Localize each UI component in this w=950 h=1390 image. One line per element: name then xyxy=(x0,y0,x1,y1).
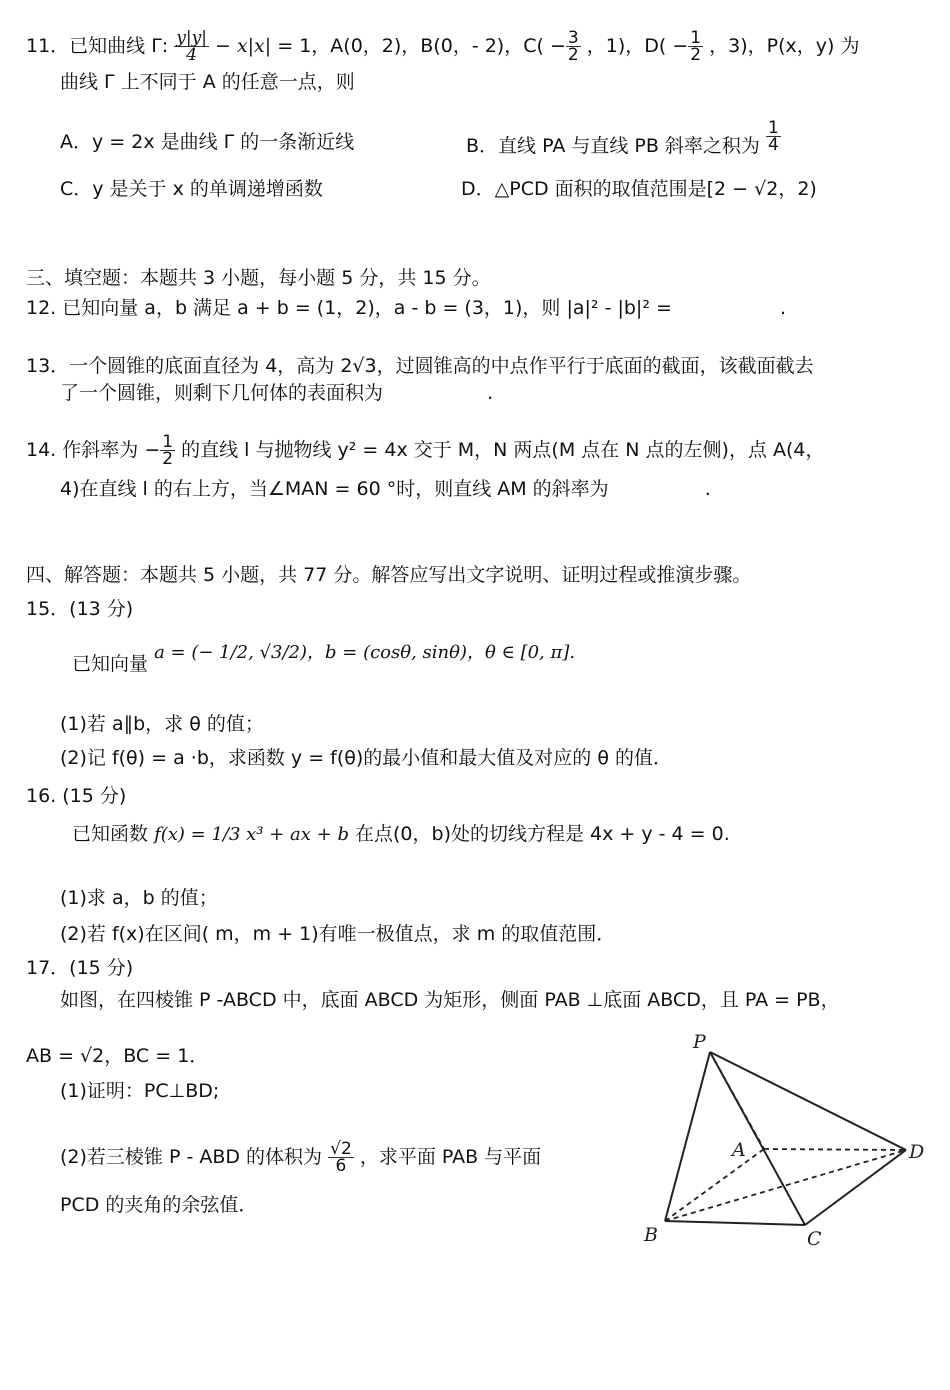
q11-d-den: 2 xyxy=(690,45,702,65)
q16-part1: (1)求 a，b 的值； xyxy=(60,887,218,909)
q16-given xyxy=(72,822,730,847)
label-b: B xyxy=(644,1224,658,1246)
q16-given-text: 已知函数 xyxy=(72,823,149,845)
edge-ad-hidden xyxy=(764,1149,906,1150)
q11-points-ab: = 1，A(0，2)，B(0，- 2)，C( xyxy=(277,35,544,57)
q11-option-b-den: 4 xyxy=(767,135,779,155)
q17-volume-num: √2 xyxy=(330,1139,352,1159)
diagonal-bd-hidden xyxy=(665,1150,906,1221)
q11-option-b-num: 1 xyxy=(767,118,779,138)
q17-part2 xyxy=(60,1135,541,1179)
q17-part1: (1)证明：PC⊥BD; xyxy=(60,1080,220,1102)
q14-text-end: 4)在直线 l 的右上方，当∠MAN = 60 °时，则直线 AM 的斜率为 xyxy=(60,478,609,500)
q15-part1: (1)若 a∥b，求 θ 的值； xyxy=(60,713,264,735)
q14-end: . xyxy=(704,478,711,500)
q15-heading: 15．(13 分) xyxy=(26,598,134,620)
q13-line2 xyxy=(60,381,493,405)
q17-part2-text: (2)若三棱锥 P - ABD 的体积为 xyxy=(60,1146,323,1168)
q11-c-den: 2 xyxy=(567,45,579,65)
q14-line2 xyxy=(60,477,711,501)
q11-frac-den: 4 xyxy=(186,45,198,65)
q11-frac-num: y|y| xyxy=(176,28,207,48)
q11-line2: 曲线 Γ 上不同于 A 的任意一点，则 xyxy=(60,71,355,93)
section3-title: 三、填空题：本题共 3 小题，每小题 5 分，共 15 分。 xyxy=(26,267,491,289)
q13-line1: 13．一个圆锥的底面直径为 4，高为 2√3，过圆锥高的中点作平行于底面的截面，该截面截去 xyxy=(26,355,814,377)
label-a: A xyxy=(732,1139,746,1161)
label-p: P xyxy=(693,1031,706,1053)
q15-vectors-formula: a = (− 1/2, √3/2)，b = (cosθ, sinθ)，θ ∈ [0, π]. xyxy=(154,642,576,663)
q11-c-num: 3 xyxy=(567,28,579,48)
q12-end: . xyxy=(780,297,787,319)
q16-tangent-text: 在点(0，b)处的切线方程是 4x + y - 4 = 0. xyxy=(355,823,730,845)
pyramid-figure xyxy=(640,1028,940,1250)
q11-stem-start: 11．已知曲线 Γ: xyxy=(26,35,169,57)
q11-xx-term: − x|x| xyxy=(214,35,272,57)
q12-text: 12. 已知向量 a，b 满足 a + b = (1，2)，a - b = (3，1)，则 |a|² - |b|² = xyxy=(26,297,672,319)
edge-bc xyxy=(665,1221,805,1225)
q11-option-b-text: B．直线 PA 与直线 PB 斜率之积为 xyxy=(466,135,760,157)
q17-part2-text-end: ，求平面 PAB 与平面 xyxy=(359,1146,542,1168)
q15-given-text: 已知向量 xyxy=(72,653,149,675)
q14-text-start: 14. 作斜率为 xyxy=(26,439,139,461)
q17-line2: AB = √2，BC = 1． xyxy=(26,1045,209,1067)
edge-cd xyxy=(805,1150,906,1225)
q16-function-formula: f(x) = 1/3 x³ + ax + b xyxy=(154,824,349,845)
q12-line xyxy=(26,296,786,320)
q11-d-num: 1 xyxy=(690,28,702,48)
q17-volume-fraction xyxy=(328,1141,354,1174)
label-d: D xyxy=(909,1141,925,1163)
q17-volume-den: 6 xyxy=(335,1156,347,1176)
q16-heading: 16. (15 分) xyxy=(26,785,127,807)
q13-text: 了一个圆锥，则剩下几何体的表面积为 xyxy=(60,382,384,404)
q17-part2-line2: PCD 的夹角的余弦值． xyxy=(60,1194,258,1216)
q11-point-p: ，3)，P(x，y) 为 xyxy=(709,35,860,57)
q17-heading: 17．(15 分) xyxy=(26,957,134,979)
q14-slope-den: 2 xyxy=(162,449,174,469)
label-c: C xyxy=(807,1228,822,1250)
edge-pd xyxy=(710,1052,906,1150)
q14-text-mid: 的直线 l 与抛物线 y² = 4x 交于 M，N 两点(M 点在 N 点的左侧)，点 A(4， xyxy=(181,439,825,461)
q11-d-fraction xyxy=(688,30,703,63)
q11-option-a: A．y = 2x 是曲线 Γ 的一条渐近线 xyxy=(60,131,355,153)
edge-pb xyxy=(665,1052,710,1221)
q14-slope-fraction xyxy=(160,434,175,467)
q11-option-b xyxy=(466,118,781,163)
q13-end: . xyxy=(487,382,494,404)
q11-c-fraction xyxy=(566,30,581,63)
edge-ba-hidden xyxy=(665,1149,764,1221)
q14-slope-num: 1 xyxy=(162,432,174,452)
q15-given xyxy=(72,642,576,677)
q11-point-d: ，1)，D( xyxy=(586,35,667,57)
q11-line1: 11．已知曲线 Γ: $\frac{y|y|}{4}$ − x|x| = 1，A(0，2)，B(0，- 2)，C( − $\frac{3}{2}$ ，1)，D( − $\frac{1}{2}$ ，3)，P(x，y) 为 xyxy=(26,28,860,65)
section4-title: 四、解答题：本题共 5 小题，共 77 分。解答应写出文字说明、证明过程或推演步骤。 xyxy=(26,564,752,586)
q15-part2: (2)记 f(θ) = a ·b，求函数 y = f(θ)的最小值和最大值及对应的 θ 的值． xyxy=(60,747,672,769)
q11-option-c: C．y 是关于 x 的单调递增函数 xyxy=(60,178,323,200)
q11-fraction-yy-4 xyxy=(174,30,209,63)
q11-option-d: D．△PCD 面积的取值范围是[2 − √2，2) xyxy=(461,178,817,200)
q16-part2: (2)若 f(x)在区间( m，m + 1)有唯一极值点，求 m 的取值范围． xyxy=(60,923,616,945)
q11-option-b-fraction xyxy=(766,120,781,153)
q17-line1: 如图，在四棱锥 P -ABCD 中，底面 ABCD 为矩形，侧面 PAB ⊥底面 ABCD，且 PA = PB， xyxy=(60,989,840,1011)
q14-line1: 14. 作斜率为 − $\frac{1}{2}$ 的直线 l 与抛物线 y² = 4x 交于 M，N 两点(M 点在 N 点的左侧)，点 A(4， xyxy=(26,432,825,469)
